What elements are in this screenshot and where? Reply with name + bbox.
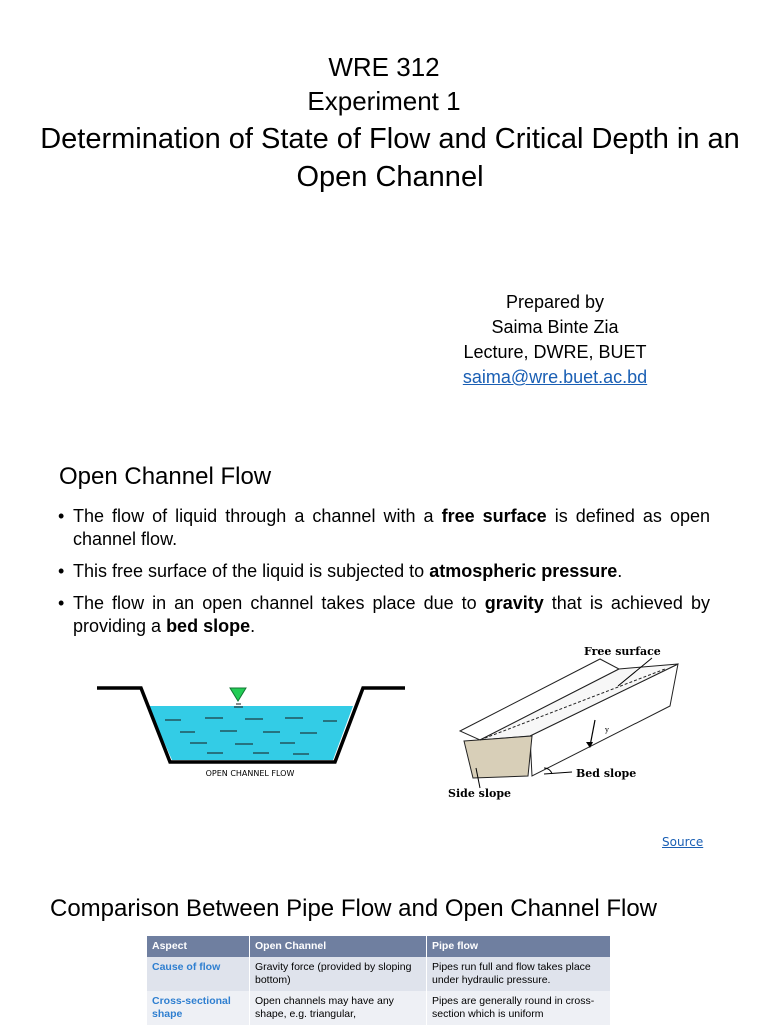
water-body: [148, 706, 353, 760]
bullet-bold-term: bed slope: [166, 616, 251, 636]
list-item: [58, 592, 710, 638]
author-position: Lecture, DWRE, BUET: [463, 342, 647, 362]
bed-slope-pointer: [544, 772, 572, 774]
free-surface-label: Free surface: [584, 645, 661, 658]
author-name: Saima Binte Zia: [491, 317, 619, 337]
table-cell: Pipes are generally round in cross-section which is uniform: [427, 991, 611, 1025]
course-code: WRE 312: [328, 52, 440, 82]
bullet-text: This free surface of the liquid is subjected to: [73, 561, 430, 581]
author-block: [430, 290, 680, 390]
bullet-text: The flow of liquid through a channel with a: [73, 506, 442, 526]
author-email-link[interactable]: saima@wre.buet.ac.bd: [462, 367, 648, 387]
bullet-list: [58, 505, 710, 647]
table-cell: Gravity force (provided by sloping bottom): [250, 957, 427, 991]
table-row: [147, 991, 611, 1025]
open-channel-cross-section-figure: [95, 682, 407, 792]
list-item: [58, 505, 710, 551]
table-cell: Pipes run full and flow takes place under hydraulic pressure.: [427, 957, 611, 991]
bullet-bold-term: gravity: [484, 593, 544, 613]
bullet-text: The flow in an open channel takes place due to: [73, 593, 485, 613]
bullet-bold-term: free surface: [441, 506, 547, 526]
table-row: [147, 957, 611, 991]
bullet-bold-term: atmospheric pressure: [429, 561, 618, 581]
experiment-number: Experiment 1: [307, 86, 461, 116]
channel-3d-figure: [440, 636, 700, 806]
depth-label: y: [605, 726, 609, 734]
side-slope-label: Side slope: [448, 787, 512, 800]
section-heading-open-channel-flow: Open Channel Flow: [59, 463, 272, 490]
channel-end-section: [464, 736, 532, 778]
table-cell: Cross-sectional shape: [147, 991, 250, 1025]
list-item: [58, 560, 710, 583]
source-link[interactable]: Source: [662, 835, 704, 849]
page-title: Determination of State of Flow and Critical Depth in an Open Channel: [40, 123, 740, 193]
column-header: Open Channel: [250, 936, 427, 957]
column-header: Aspect: [147, 936, 250, 957]
prepared-by-label: Prepared by: [505, 292, 605, 312]
comparison-table: [147, 936, 611, 1025]
free-surface-marker-icon: [230, 688, 246, 701]
section-heading-comparison: Comparison Between Pipe Flow and Open Channel Flow: [50, 895, 657, 922]
bullet-text: .: [250, 616, 256, 636]
column-header: Pipe flow: [427, 936, 611, 957]
figure-caption: OPEN CHANNEL FLOW: [205, 769, 295, 778]
bullet-text: .: [617, 561, 623, 581]
table-cell: Open channels may have any shape, e.g. triangular,: [250, 991, 427, 1025]
table-cell: Cause of flow: [147, 957, 250, 991]
bullet-text: that is achieved by providing a: [73, 593, 710, 636]
table-header-row: [147, 936, 611, 957]
bed-slope-label: Bed slope: [576, 767, 637, 780]
bullet-text: is defined as open channel flow.: [73, 506, 710, 549]
